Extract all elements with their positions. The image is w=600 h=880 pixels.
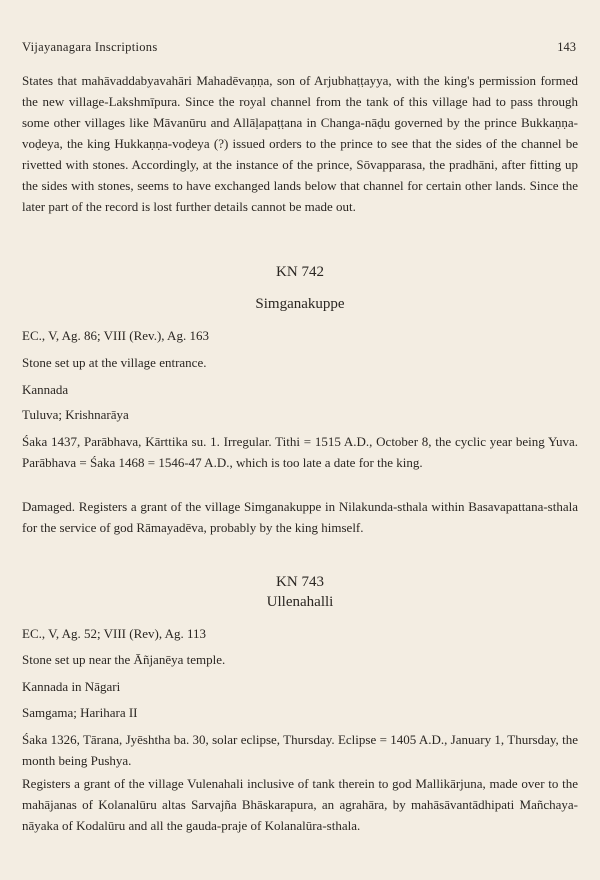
entry-date-kn742: Śaka 1437, Parābhava, Kārttika su. 1. Irregular. Tithi = 1515 A.D., October 8, the cyclic year being Yuva. Parābhava = Śaka 1468 = 1546-47 A.D., which is too late a date for the king. — [22, 434, 578, 470]
entry-summary-block-kn743 — [22, 773, 578, 836]
page-number: 143 — [557, 40, 576, 54]
entry-date-block-kn742 — [22, 431, 578, 473]
entry-number-kn742: KN 742 — [276, 264, 324, 280]
entry-date-kn743: Śaka 1326, Tārana, Jyēshtha ba. 30, solar eclipse, Thursday. Eclipse = 1405 A.D., January 1, Thursday, the month being Pushya. — [22, 732, 578, 768]
entry-summary-kn742: Damaged. Registers a grant of the village Simganakuppe in Nilakunda-sthala within Basavapattana-sthala for the service of god Rāmayadēva, probably by the king himself. — [22, 499, 578, 535]
entry-reference-kn743: EC., V, Ag. 52; VIII (Rev), Ag. 113 — [22, 626, 207, 641]
entry-date-block-kn743 — [22, 729, 578, 771]
entry-language-kn742: Kannada — [22, 382, 69, 397]
intro-paragraph: States that mahāvaddabyavahāri Mahadēvaṇṇa, son of Arjubhaṭṭayya, with the king's permission formed the new village-Lakshmīpura. Since the royal channel from the tank of this village had to pass through some other villages like Māvanūru and Allāḷapaṭṭana in Changa-nāḍu governed by the prince Bukkaṇṇa-voḍeya, the king Hukkaṇṇa-voḍeya (?) issued orders to the prince to see that the sides of the channel be rivetted with stones. Accordingly, at the instance of the prince, Sōvapparasa, the pradhāni, after fitting up the sides with stones, seems to have exchanged lands below that channel for certain other lands. Since the later part of the record is lost further details cannot be made out. — [22, 73, 578, 214]
entry-dynasty-kn742: Tuluva; Krishnarāya — [22, 407, 129, 422]
running-title: Vijayanagara Inscriptions — [22, 40, 158, 54]
intro-section — [22, 70, 578, 217]
entry-number-kn743: KN 743 — [276, 574, 324, 590]
entry-reference-kn742: EC., V, Ag. 86; VIII (Rev.), Ag. 163 — [22, 328, 209, 343]
entry-place-kn743: Ullenahalli — [266, 594, 334, 610]
entry-dynasty-kn743: Samgama; Harihara II — [22, 705, 138, 720]
entry-place-kn742: Simganakuppe — [255, 296, 345, 312]
entry-language-kn743: Kannada in Nāgari — [22, 679, 121, 694]
entry-location-kn742: Stone set up at the village entrance. — [22, 355, 207, 370]
entry-location-kn743: Stone set up near the Āñjanēya temple. — [22, 652, 226, 667]
entry-summary-block-kn742 — [22, 496, 578, 538]
entry-summary-kn743: Registers a grant of the village Vulenahali inclusive of tank therein to god Mallikārjuna, made over to the mahājanas of Kolanalūru altas Sarvajña Bhāskarapura, an agrahāra, by mahāsāvantādhipati Mañchaya-nāyaka of Kodalūru and all the gauda-praje of Kolanalūra-sthala. — [22, 776, 578, 833]
running-header — [22, 40, 576, 56]
